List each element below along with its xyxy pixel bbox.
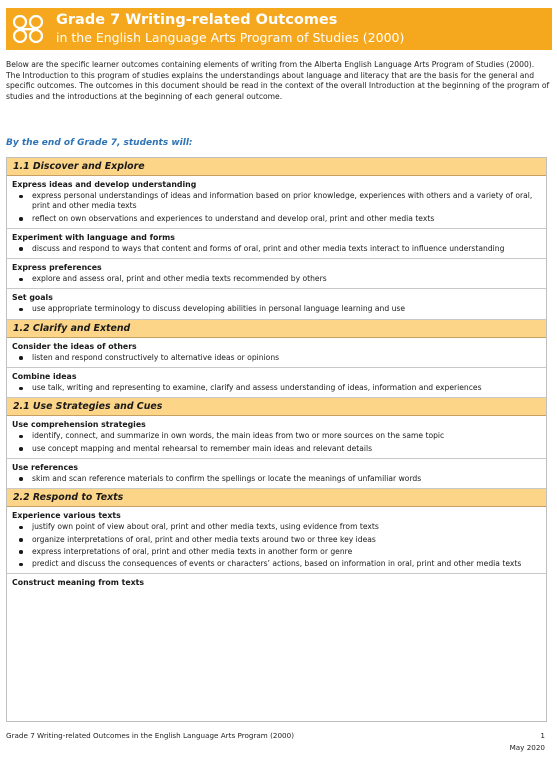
outcome-item: identify, connect, and summarize in own words, the main ideas from two or more sources on the same topic [7, 431, 546, 441]
outcome-item: listen and respond constructively to alternative ideas or opinions [7, 353, 546, 363]
subsection-title: Consider the ideas of others [12, 341, 137, 351]
footer-date: May 2020 [509, 743, 545, 752]
section-header: 1.2 Clarify and Extend [7, 320, 546, 338]
subsection-title: Express ideas and develop understanding [12, 180, 197, 189]
alberta-education-logo-icon [12, 14, 46, 44]
section-header: 1.1 Discover and Explore [7, 158, 546, 176]
outcome-subsection [7, 459, 546, 489]
section-header: 2.2 Respond to Texts [7, 489, 546, 507]
outcome-item: justify own point of view about oral, print and other media texts, using evidence from texts [7, 522, 546, 532]
outcome-item: skim and scan reference materials to confirm the spellings or locate the meanings of unfamiliar words [7, 474, 546, 484]
outcome-subsection [7, 259, 546, 289]
outcome-subsection [7, 176, 546, 229]
outcome-item: predict and discuss the consequences of events or characters’ actions, based on information in oral, print and other media texts [7, 559, 546, 569]
outcome-subsection [7, 574, 546, 591]
outcome-item: use talk, writing and representing to examine, clarify and assess understanding of ideas, information and experiences [7, 383, 546, 393]
section-header: 2.1 Use Strategies and Cues [7, 398, 546, 416]
subsection-title: Use references [12, 462, 79, 472]
outcome-subsection [7, 368, 546, 398]
outcome-list [7, 474, 546, 484]
subsection-title: Set goals [12, 293, 53, 303]
page-title: Grade 7 Writing-related Outcomes [56, 12, 338, 28]
outcome-list [7, 522, 546, 569]
outcome-item: express personal understandings of ideas and information based on prior knowledge, experiences with others and a variety of oral, print and other media texts [7, 191, 546, 212]
title-banner [6, 8, 552, 50]
outcome-item: discuss and respond to ways that content and forms of oral, print and other media texts interact to influence understanding [7, 244, 546, 254]
footer-title: Grade 7 Writing-related Outcomes in the English Language Arts Program (2000) [6, 731, 294, 740]
page-subtitle: in the English Language Arts Program of Studies (2000) [56, 30, 405, 45]
outcome-subsection [7, 338, 546, 368]
outcome-list [7, 304, 546, 314]
subsection-title: Combine ideas [12, 372, 77, 382]
outcome-subsection [7, 289, 546, 319]
outcome-item: reflect on own observations and experiences to understand and develop oral, print and other media texts [7, 214, 546, 224]
outcomes-table [6, 157, 547, 722]
outcome-list [7, 383, 546, 393]
subsection-title: Experiment with language and forms [12, 232, 175, 242]
outcome-item: use concept mapping and mental rehearsal to remember main ideas and relevant details [7, 444, 546, 454]
subsection-title: Experience various texts [12, 511, 121, 521]
subsection-title: Express preferences [12, 263, 102, 273]
lead-heading: By the end of Grade 7, students will: [6, 138, 193, 148]
subsection-title: Construct meaning from texts [12, 578, 145, 588]
outcome-list [7, 431, 546, 454]
outcome-list [7, 191, 546, 224]
subsection-title: Use comprehension strategies [12, 420, 146, 430]
outcome-item: express interpretations of oral, print and other media texts in another form or genre [7, 547, 546, 557]
outcome-item: organize interpretations of oral, print and other media texts around two or three key ideas [7, 535, 546, 545]
outcome-list [7, 244, 546, 254]
outcome-list [7, 353, 546, 363]
outcome-item: use appropriate terminology to discuss developing abilities in personal language learning and use [7, 304, 546, 314]
intro-paragraph: Below are the specific learner outcomes containing elements of writing from the Alberta English Language Arts Program of Studies (2000). The Introduction to this program of studies explains the understandings about language and literacy that are the basis for the general and specific outcomes. The outcomes in this document should be read in the context of the overall Introduction at the beginning of the program of studies and the introductions at the beginning of each general outcome. [6, 60, 550, 101]
outcome-subsection [7, 416, 546, 459]
outcome-subsection [7, 507, 546, 574]
outcome-item: explore and assess oral, print and other media texts recommended by others [7, 274, 546, 284]
outcome-list [7, 274, 546, 284]
page-number: 1 [540, 731, 545, 740]
outcome-subsection [7, 229, 546, 259]
